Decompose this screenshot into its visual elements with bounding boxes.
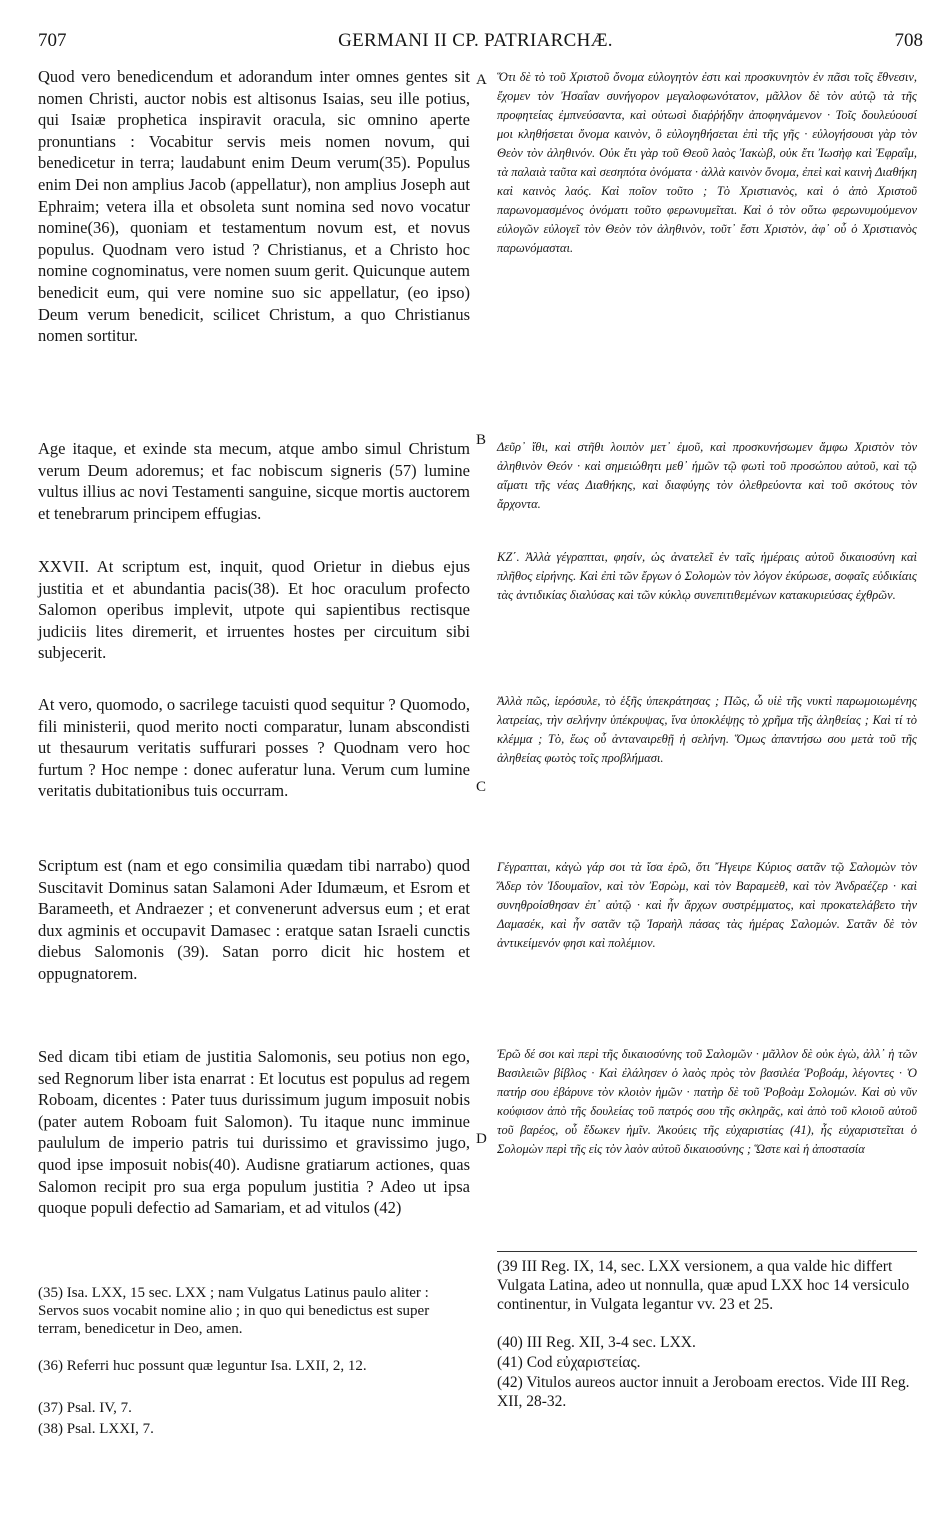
margin-letter-a: A bbox=[476, 72, 487, 88]
latin-paragraph-6: Sed dicam tibi etiam de justitia Salomonis, seu potius non ego, sed Regnorum liber ista enarrat : Et locutus est populus ad regem Roboam, dicentes : Pater tuus durissimum jugum imposuit nobis (pater autem Roboam fuit Salomon). Tu itaque nunc imminue paululum de imperio patris tui durissimo et gravissimo jugo, quod ipse imposuit nobis(40). Audisne gratiarum actiones, quas Salomon recipit pro sua erga populum justitia ? Adeo ut ipsa quoque populi defectio ad Samariam, et ad vitulos (42) bbox=[38, 1047, 470, 1218]
latin-paragraph-4: At vero, quomodo, o sacrilege tacuisti quod sequitur ? Quomodo, fili ministerii, quod merito nocti comparatur, lunam abscondisti ut thesaurum veritatis suffurari posses ? Quodnam vero hoc furtum ? Hoc nempe : donec auferatur luna. Verum cum lumine veritatis dubitationibus tuis occurram. bbox=[38, 695, 470, 801]
greek-paragraph-1: Ὅτι δὲ τὸ τοῦ Χριστοῦ ὄνομα εὐλογητὸν ἐστι καὶ προσκυνητὸν ἐν πᾶσι τοῖς ἔθνεσιν, ἔχομεν τὸν Ἠσαΐαν συνήγορον μεγαλοφωνότατον, μᾶλλον δὲ τὸν αὐτῷ τὰ τῆς προφητείας ἐμπνεύσαντα, καὶ οὑτωσὶ διαῤῥήδην ἀποφηνάμενον · Τοῖς δουλεύουσί μοι κληθήσεται ὄνομα καινὸν, ὃ εὐλογηθήσεται ἐπὶ τῆς γῆς · εὐλογήσουσι γὰρ τὸν Θεὸν τὸν ἀληθινόν. Οὐκ ἔτι γὰρ τοῦ Θεοῦ λαὸς Ἰακὼβ, οὐκ ἔτι Ἰωσὴφ καὶ Ἐφραΐμ, τὰ παλαιὰ ταῦτα καὶ σεσηπότα ὀνόματα · ἀλλὰ καινὸν ὄνομα, ἐπεὶ καὶ καινὴ Διαθήκη καὶ καινὸς λαός. Καὶ ποῖον τοῦτο ; Τὸ Χριστιανὸς, καὶ ὁ ἀπὸ Χριστοῦ παρωνομασμένος ὀνόματι τοῦτο φερωνυμεῖται. Καὶ ὁ τὸν οὕτω φερωνυμούμενον εὐλογῶν εὐλογεῖ τὸν Θεὸν τὸν ἀληθινὸν, τοῦτ᾽ ἔστι Χριστὸν, ἀφ᾽ οὗ ὁ Χριστιανὸς παρωνόμασται. bbox=[497, 70, 917, 255]
footnote-40: (40) III Reg. XII, 3-4 sec. LXX. bbox=[497, 1334, 696, 1351]
page-number-left: 707 bbox=[38, 30, 67, 51]
footnote-39: (39 III Reg. IX, 14, sec. LXX versionem, a qua valde hic differt Vulgata Latina, adeo ut nonnulla, quæ apud LXX hoc 14 versiculo continentur, in Vulgata legantur vv. 23 et 25. bbox=[497, 1258, 910, 1313]
running-title: GERMANI II CP. PATRIARCHÆ. bbox=[338, 30, 613, 51]
footnote-38: (38) Psal. LXXI, 7. bbox=[38, 1421, 154, 1437]
latin-paragraph-3: XXVII. At scriptum est, inquit, quod Orietur in diebus ejus justitia et et abundantia pacis(38). Et hoc oraculum profecto Salomon operibus implevit, utpote qui sapientibus rectisque judiciis lites diremerit, et irruentes hostes per circuitum sibi subjecerit. bbox=[38, 557, 470, 663]
greek-paragraph-6: Ἐρῶ δέ σοι καὶ περὶ τῆς δικαιοσύνης τοῦ Σαλομῶν · μᾶλλον δὲ οὐκ ἐγὼ, ἀλλ᾽ ἡ τῶν Βασιλειῶν βίβλος · Καὶ ἐλάλησεν ὁ λαὸς πρὸς τὸν βασιλέα Ῥοβοάμ, λέγοντες · Ὁ πατήρ σου ἐβάρυνε τὸν κλοιὸν ἡμῶν · πατὴρ δὲ τοῦ Ῥοβοὰμ Σολομών. Καὶ σὺ νῦν κούφισον ἀπὸ τῆς δουλείας τοῦ πατρός σου τῆς σκληρᾶς, καὶ ἀπὸ τοῦ κλοιοῦ αὐτοῦ τοῦ βαρέος, οὗ ἔδωκεν ἡμῖν. Ἀκούεις τῆς εὐχαριστίας (41), ἧς εὐχαριστεῖται ὁ Σολομὼν περὶ τῆς εἰς τὸν λαὸν αὐτοῦ δικαιοσύνης ; Ὥστε καὶ ἡ ἀποστασία bbox=[497, 1047, 917, 1156]
greek-paragraph-3: ΚΖ΄. Ἀλλὰ γέγραπται, φησίν, ὡς ἀνατελεῖ ἐν ταῖς ἡμέραις αὐτοῦ δικαιοσύνη καὶ πλῆθος εἰρήνης. Καὶ ἐπὶ τῶν ἔργων ὁ Σολομὼν τὸν λόγον ἐκύρωσε, σοφαῖς εὐδικίαις τὰς ἀντιδικίας διαλύσας καὶ τῶν κύκλῳ συνεπιτιθεμένων κατακυριεύσας ἐχθρῶν. bbox=[497, 550, 917, 602]
margin-letter-b: B bbox=[476, 432, 487, 448]
footnote-37: (37) Psal. IV, 7. bbox=[38, 1400, 132, 1416]
greek-paragraph-4: Ἀλλὰ πῶς, ἱερόσυλε, τὸ ἑξῆς ὑπεκράτησας ; Πῶς, ὦ υἱὲ τῆς νυκτὶ παρωμοιωμένης λατρείας, τὴν σελήνην ὑπέκρυψας, ἵνα ὑποκλέψῃς τὸ χρῆμα τῆς ἀληθείας ; Καὶ τί τὸ κλέμμα ; Τὸ, ἕως οὗ ἀνταναιρεθῇ ἡ σελήνη. Ὅμως ἀπαντήσω σου μετὰ τοῦ τῆς ἀληθείας φωτὸς τοῖς προβλήμασι. bbox=[497, 694, 917, 765]
latin-paragraph-1: Quod vero benedicendum et adorandum inter omnes gentes sit nomen Christi, auctor nobis est altisonus Isaias, seu ille potius, qui Isaiæ prophetica inspiravit oracula, sic omnino aperte pronuntians : Vocabitur servis meis nomen novum, qui benedicetur in terra; laudabunt enim Deum verum(35). Populus enim Dei non amplius Jacob (appellatur), non amplius Joseph aut Ephraim; vetera illa et obsoleta sunt nomina sed novo vocatur nomine(36), quoniam et testamentum novum est, et novus populus. Quodnam vero istud ? Christianus, et a Christo hoc nomine cognominatus, vere nomen suum gerit. Quicunque autem benedicit eum, qui vere nomine suo sic appellatur, (eo ipso) Deum verum benedicit, scilicet Christum, a quo Christianus nomen sortitur. bbox=[38, 67, 470, 346]
greek-paragraph-2: Δεῦρ᾽ ἴθι, καὶ στῆθι λοιπὸν μετ᾽ ἐμοῦ, καὶ προσκυνήσωμεν ἄμφω Χριστὸν τὸν ἀληθινὸν Θεόν · καὶ σημειώθητι μεθ᾽ ἡμῶν τῷ φωτὶ τοῦ προσώπου αὐτοῦ, καὶ τῷ αἵματι τῆς νέας Διαθήκης, καὶ διαφύγης τὸν ὀλεθρεύοντα καὶ τοῦ σκότους τὸν ἄρχοντα. bbox=[497, 440, 917, 511]
page-number-right: 708 bbox=[894, 30, 923, 51]
footnote-42: (42) Vitulos aureos auctor innuit a Jeroboam erectos. Vide III Reg. XII, 28-32. bbox=[497, 1374, 910, 1410]
footnote-41: (41) Cod εὐχαριστείας. bbox=[497, 1354, 641, 1371]
margin-letter-c: C bbox=[476, 779, 487, 795]
margin-letter-d: D bbox=[476, 1131, 487, 1147]
greek-paragraph-5: Γέγραπται, κἀγὼ γάρ σοι τὰ ἴσα ἐρῶ, ὅτι Ἤγειρε Κύριος σατᾶν τῷ Σαλομὼν τὸν Ἄδερ τὸν Ἰδουμαῖον, καὶ τὸν Ἐσρὼμ, καὶ τὸν Βαραμεὲθ, καὶ τὸν Ἀνδραέζερ · καὶ συνηθροίσθησαν ἐπ᾽ αὐτῷ · καὶ ἦν ἄρχων συστρέμματος, καὶ προκατελάβετο τὴν Δαμασέκ, καὶ ἦν σατᾶν τῷ Ἰσραὴλ πάσας τὰς ἡμέρας Σαλομών. Σατᾶν δὲ τὸν ἀντικείμενόν φησι καὶ πολέμιον. bbox=[497, 860, 917, 950]
latin-paragraph-2: Age itaque, et exinde sta mecum, atque ambo simul Christum verum Deum adoremus; et fac nobiscum signeris (57) lumine vultus illius ac novi Testamenti sanguine, sicque mortis auctorem et tenebrarum principem effugias. bbox=[38, 439, 470, 523]
footnote-36: (36) Referri huc possunt quæ leguntur Isa. LXII, 2, 12. bbox=[38, 1358, 367, 1374]
footnote-divider bbox=[497, 1251, 917, 1252]
latin-paragraph-5: Scriptum est (nam et ego consimilia quædam tibi narrabo) quod Suscitavit Dominus satan Salamoni Ader Idumæum, et Esrom et Barameeth, et Andraezer ; et convenerunt adversus eum ; et erat dux agminis et occupavit Damasec : eratque satan Israeli cunctis diebus Salomonis (39). Satan porro dicit hic hostem et oppugnatorem. bbox=[38, 856, 470, 983]
footnote-35: (35) Isa. LXX, 15 sec. LXX ; nam Vulgatus Latinus paulo aliter : Servos suos vocabit nomine alio ; in quo qui benedictus est super terram, benedicetur in Deo, amen. bbox=[38, 1285, 430, 1337]
